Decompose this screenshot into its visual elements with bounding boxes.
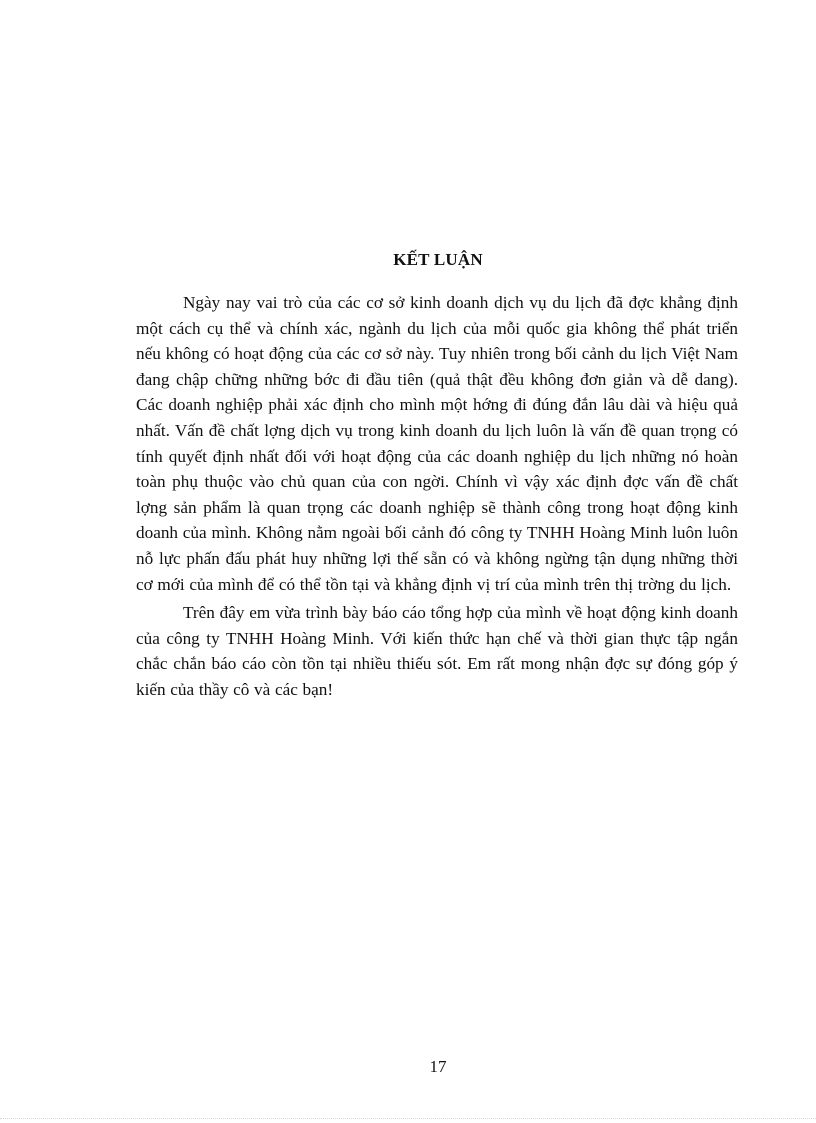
paragraph-2: Trên đây em vừa trình bày báo cáo tổng hợp của mình về hoạt động kinh doanh của công ty TNHH Hoàng Minh. Với kiến thức hạn chế và thời gian thực tập ngắn chắc chắn báo cáo còn tồn tại nhiều thiếu sót. Em rất mong nhận đợc sự đóng góp ý kiến của thầy cô và các bạn! bbox=[136, 603, 738, 699]
section-title: KẾT LUẬN bbox=[393, 250, 483, 269]
page-number: 17 bbox=[429, 1057, 447, 1076]
footer-rule bbox=[0, 1118, 816, 1119]
paragraph-1: Ngày nay vai trò của các cơ sở kinh doanh dịch vụ du lịch đã đợc khẳng định một cách cụ thể và chính xác, ngành du lịch của mỗi quốc gia không thể phát triển nếu không có hoạt động của các cơ sở này. Tuy nhiên trong bối cảnh du lịch Việt Nam đang chập chững những bớc đi đầu tiên (quả thật đều không đơn giản và dễ dang). Các doanh nghiệp phải xác định cho mình một hớng đi đúng đắn lâu dài và hiệu quả nhất. Vấn đề chất lợng dịch vụ trong kinh doanh du lịch luôn là vấn đề quan trọng có tính quyết định nhất đối với hoạt động của các doanh nghiệp du lịch những nó hoàn toàn phụ thuộc vào chủ quan của con ngời. Chính vì vậy xác định đợc vấn đề chất lợng sản phẩm là quan trọng các doanh nghiệp sẽ thành công trong hoạt động kinh doanh của mình. Không nằm ngoài bối cảnh đó công ty TNHH Hoàng Minh luôn luôn nỗ lực phấn đấu phát huy những lợi thế sẵn có và không ngừng tận dụng những thời cơ mới của mình để có thể tồn tại và khẳng định vị trí của mình trên thị trờng du lịch. bbox=[136, 293, 738, 594]
body-text bbox=[136, 290, 738, 706]
